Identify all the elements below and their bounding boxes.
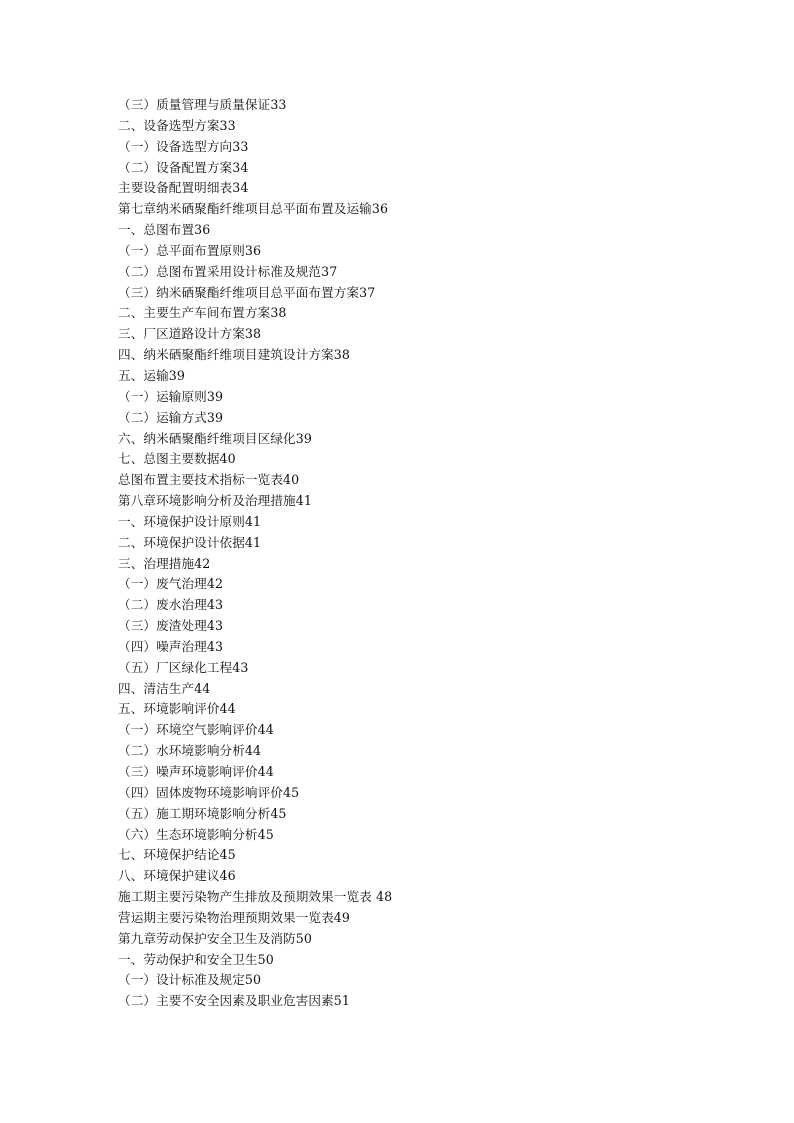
toc-entry: （一）环境空气影响评价44 [118, 722, 274, 738]
toc-entry: （二）运输方式39 [118, 409, 224, 425]
toc-entry: 三、治理措施42 [118, 555, 211, 571]
toc-entry: 五、环境影响评价44 [118, 701, 236, 717]
toc-entry: 一、环境保护设计原则41 [118, 513, 262, 529]
toc-entry: 四、清洁生产44 [118, 680, 211, 696]
toc-entry: 七、总图主要数据40 [118, 451, 236, 467]
toc-entry: （五）施工期环境影响分析45 [118, 805, 287, 821]
toc-entry: 六、纳米硒聚酯纤维项目区绿化39 [118, 430, 312, 446]
table-of-contents [118, 95, 758, 1012]
toc-entry: 一、总图布置36 [118, 222, 211, 238]
toc-entry: （一）运输原则39 [118, 388, 224, 404]
toc-entry: （一）设计标准及规定50 [118, 972, 262, 988]
toc-entry: 二、设备选型方案33 [118, 117, 236, 133]
toc-entry: 主要设备配置明细表34 [118, 180, 249, 196]
toc-entry: （二）废水治理43 [118, 597, 224, 613]
toc-entry: （三）质量管理与质量保证33 [118, 97, 287, 112]
toc-entry: （四）固体废物环境影响评价45 [118, 784, 300, 800]
toc-entry: （六）生态环境影响分析45 [118, 826, 274, 842]
toc-entry: （一）废气治理42 [118, 576, 224, 592]
toc-entry: 二、环境保护设计依据41 [118, 534, 262, 550]
toc-entry: 七、环境保护结论45 [118, 847, 236, 863]
toc-entry: （四）噪声治理43 [118, 638, 224, 654]
toc-entry: （二）主要不安全因素及职业危害因素51 [118, 993, 351, 1009]
toc-entry: （一）总平面布置原则36 [118, 242, 262, 258]
toc-entry: 施工期主要污染物产生排放及预期效果一览表 48 [118, 889, 393, 905]
toc-entry: （二）设备配置方案34 [118, 159, 249, 175]
toc-entry: 一、劳动保护和安全卫生50 [118, 951, 274, 967]
toc-entry: 五、运输39 [118, 367, 185, 383]
toc-entry: 八、环境保护建议46 [118, 868, 236, 884]
toc-entry: 三、厂区道路设计方案38 [118, 326, 262, 342]
toc-entry: 总图布置主要技术指标一览表40 [118, 472, 300, 488]
toc-entry: （三）纳米硒聚酯纤维项目总平面布置方案37 [118, 284, 376, 300]
toc-entry: （五）厂区绿化工程43 [118, 659, 249, 675]
toc-chapter-heading: 第七章纳米硒聚酯纤维项目总平面布置及运输36 [118, 201, 389, 217]
toc-entry: （一）设备选型方向33 [118, 138, 249, 154]
toc-entry: （二）总图布置采用设计标准及规范37 [118, 263, 338, 279]
toc-entry: 营运期主要污染物治理预期效果一览表49 [118, 909, 351, 925]
toc-entry: （三）噪声环境影响评价44 [118, 764, 274, 779]
toc-entry: （二）水环境影响分析44 [118, 743, 262, 759]
toc-chapter-heading: 第九章劳动保护安全卫生及消防50 [118, 930, 312, 946]
toc-chapter-heading: 第八章环境影响分析及治理措施41 [118, 493, 312, 509]
toc-entry: 二、主要生产车间布置方案38 [118, 305, 287, 321]
toc-entry: （三）废渣处理43 [118, 618, 224, 634]
toc-entry: 四、纳米硒聚酯纤维项目建筑设计方案38 [118, 347, 351, 363]
